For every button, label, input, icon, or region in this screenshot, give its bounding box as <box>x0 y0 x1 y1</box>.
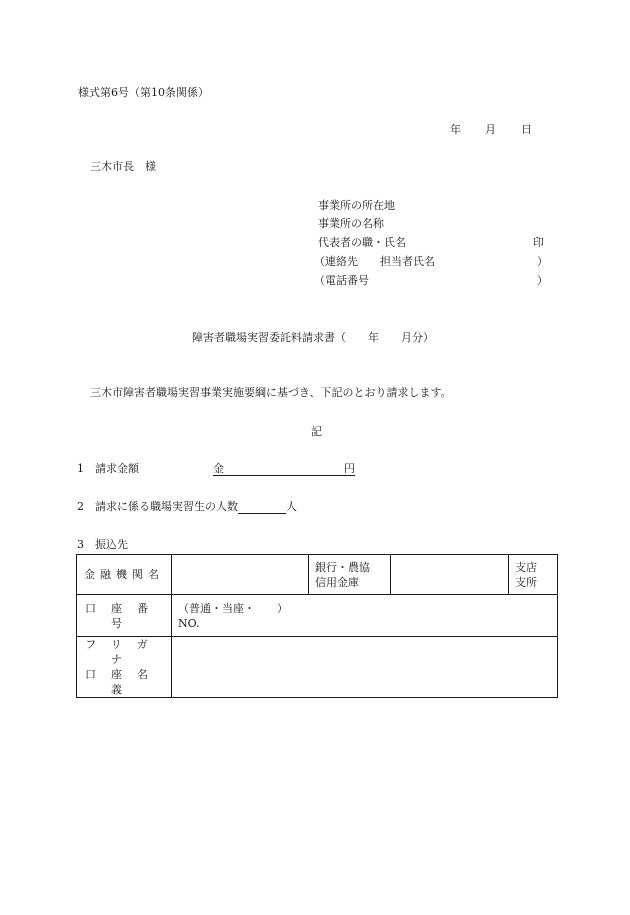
branch-line2: 支所 <box>515 575 537 589</box>
date-day: 日 <box>521 123 532 136</box>
item2-number: 2 <box>77 500 84 513</box>
institution-row <box>77 555 558 595</box>
institution-value <box>172 555 309 595</box>
count-blank <box>238 500 286 514</box>
bank-type-line1: 銀行・農協 <box>315 560 370 574</box>
furigana-label: フリガナ <box>85 638 163 666</box>
institution-label: 金融機関名 <box>77 555 172 595</box>
bank-info-table <box>76 554 558 698</box>
item2-label: 請求に係る職場実習生の人数 <box>95 500 238 513</box>
account-name-label <box>77 637 172 698</box>
branch-line1: 支店 <box>515 560 537 574</box>
account-number-row <box>77 595 558 637</box>
bank-type-line2: 信用金庫 <box>315 575 359 589</box>
applicant-name: 事業所の名称 <box>318 217 384 230</box>
date-month: 月 <box>485 123 496 136</box>
applicant-phone: （電話番号 <box>314 274 369 287</box>
amount-field <box>213 462 355 476</box>
item1-label: 請求金額 <box>95 462 139 475</box>
item1-number: 1 <box>77 462 84 475</box>
account-name-value <box>172 637 558 698</box>
applicant-address: 事業所の所在地 <box>318 199 395 212</box>
phone-close: ） <box>537 274 548 287</box>
account-number-label: 口座番号 <box>77 595 172 637</box>
seal-mark: 印 <box>533 236 544 249</box>
applicant-representative: 代表者の職・氏名 <box>318 236 406 249</box>
account-number-value <box>172 595 558 637</box>
item2-unit: 人 <box>286 500 297 513</box>
applicant-contact: （連絡先 担当者氏名 <box>314 255 435 268</box>
intro-text: 三木市障害者職場実習事業実施要綱に基づき、下記のとおり請求します。 <box>90 386 452 399</box>
item3-number: 3 <box>77 538 84 551</box>
item3-label: 振込先 <box>95 538 128 551</box>
contact-close: ） <box>537 255 548 268</box>
account-holder-label: 口座名義 <box>85 668 163 696</box>
form-number: 様式第6号（第10条関係） <box>78 86 209 99</box>
item2-row <box>95 500 297 514</box>
account-no: NO. <box>178 616 200 630</box>
addressee: 三木市長 様 <box>90 160 156 173</box>
bank-type-cell <box>309 555 391 595</box>
en-label: 円 <box>344 462 355 475</box>
kin-label: 金 <box>213 462 224 475</box>
account-name-row <box>77 637 558 698</box>
date-year: 年 <box>450 123 461 136</box>
ki-label: 記 <box>311 425 322 438</box>
branch-type-cell <box>509 555 558 595</box>
account-type: （普通・当座・ ） <box>178 601 288 615</box>
branch-value <box>391 555 509 595</box>
document-title: 障害者職場実習委託料請求書（ 年 月分） <box>192 331 434 344</box>
